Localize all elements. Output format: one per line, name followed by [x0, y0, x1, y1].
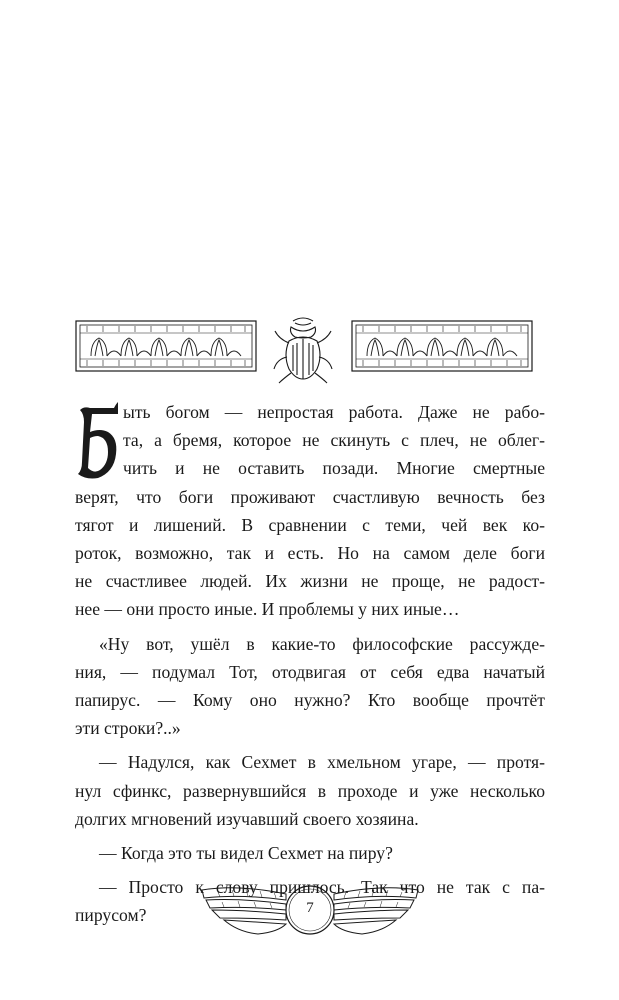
text-line: — Когда это ты видел Сехмет на пиру? [99, 843, 393, 864]
text-line: чить и не оставить позади. Многие смертные [123, 458, 545, 479]
scarab-icon [271, 313, 335, 385]
chapter-text [75, 398, 545, 930]
page-number: 7 [306, 900, 314, 916]
text-line: папирус. — Кому оно нужно? Кто вообще прочтёт [75, 690, 545, 711]
text-line: нее — они просто иные. И проблемы у них иные… [75, 599, 460, 620]
text-line: та, а бремя, которое не скинуть с плеч, не облег- [123, 430, 545, 451]
text-line: пирусом? [75, 905, 147, 926]
header-ornament [75, 313, 545, 385]
lotus-frieze-icon [351, 320, 533, 372]
text-line: «Ну вот, ушёл в какие-то философские рассужде- [99, 633, 545, 654]
text-line: роток, возможно, так и есть. Но на самом деле боги [75, 543, 545, 564]
text-line: ыть богом — непростая работа. Даже не рабо- [123, 402, 545, 422]
text-line: ния, — подумал Тот, отодвигая от себя едва начатый [75, 661, 545, 682]
text-line: эти строки?..» [75, 718, 181, 739]
text-line: верят, что боги проживают счастливую вечность без [75, 486, 545, 507]
opening-paragraph [75, 398, 545, 624]
paragraph [75, 748, 545, 833]
lotus-frieze-icon [75, 320, 257, 372]
paragraph [75, 839, 545, 867]
text-line: — Просто к слову пришлось. Так что не так с па- [99, 877, 545, 898]
text-line: долгих мгновений изучавший своего хозяина. [75, 808, 419, 829]
text-line: — Надулся, как Сехмет в хмельном угаре, — протя- [99, 752, 545, 773]
text-line: не счастливее людей. Их жизни не проще, не радост- [75, 571, 545, 592]
text-line: нул сфинкс, развернувшийся в проходе и уже несколько [75, 780, 545, 801]
paragraph [75, 630, 545, 743]
dropcap-letter-icon [74, 402, 118, 480]
text-line: тягот и лишений. В сравнении с теми, чей век ко- [75, 514, 545, 535]
